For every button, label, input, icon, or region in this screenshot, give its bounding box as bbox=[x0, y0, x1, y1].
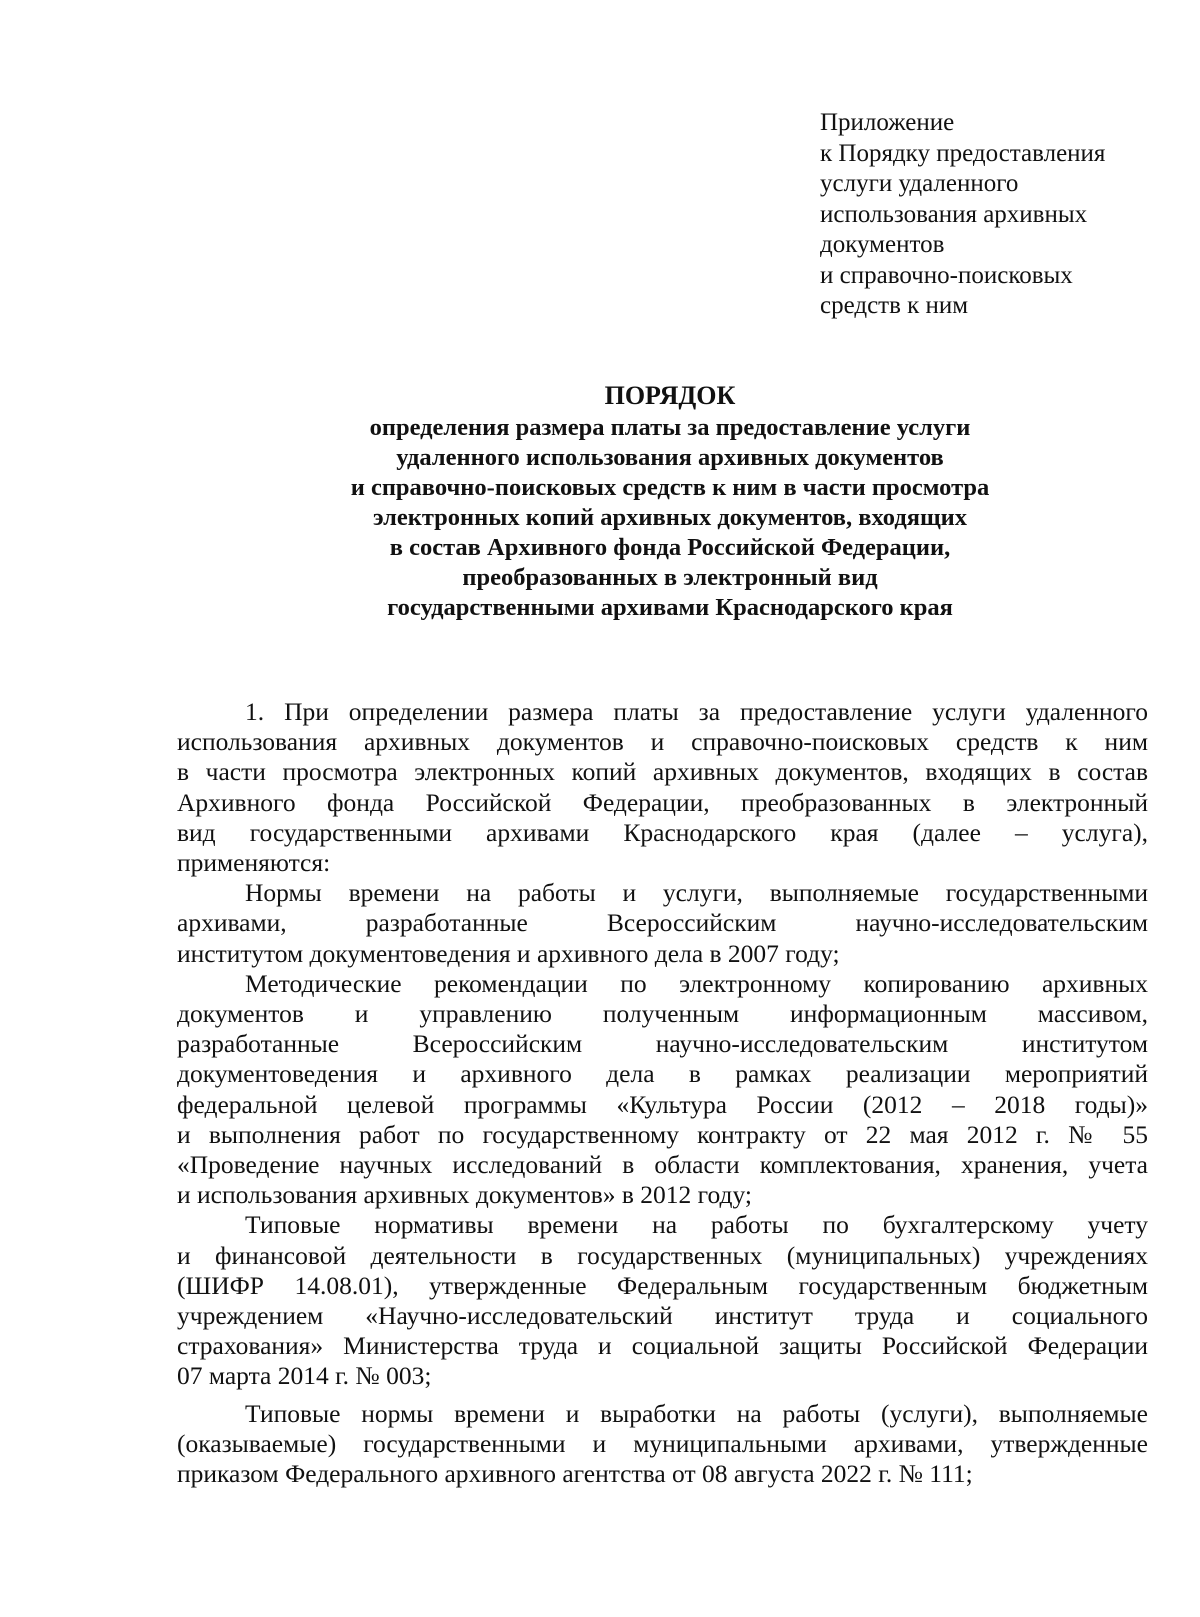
document-heading bbox=[160, 380, 1180, 623]
subtitle-line: преобразованных в электронный вид bbox=[462, 564, 878, 591]
appendix-line: и справочно-поисковых bbox=[820, 261, 1073, 289]
text-line: Нормы времени на работы и услуги, выполняемые государственными bbox=[245, 878, 1148, 908]
text-line: в части просмотра электронных копий архивных документов, входящих в состав bbox=[177, 757, 1148, 787]
subtitle-line: государственными архивами Краснодарского края bbox=[387, 594, 953, 621]
text-line: (ШИФР 14.08.01), утвержденные Федеральным государственным бюджетным bbox=[177, 1270, 1148, 1300]
text-line: институтом документоведения и архивного дела в 2007 году; bbox=[177, 938, 840, 968]
text-line: учреждением «Научно-исследовательский институт труда и социального bbox=[177, 1301, 1148, 1331]
paragraph-4 bbox=[177, 1210, 1148, 1391]
paragraph-5 bbox=[177, 1399, 1148, 1490]
subtitle-line: определения размера платы за предоставление услуги bbox=[369, 414, 971, 441]
document-subtitle bbox=[160, 413, 1180, 623]
text-line: разработанные Всероссийским научно-исследовательским институтом bbox=[177, 1029, 1148, 1059]
subtitle-line: и справочно-поисковых средств к ним в части просмотра bbox=[350, 474, 990, 501]
paragraph-1 bbox=[177, 697, 1148, 878]
text-line: 1. При определении размера платы за предоставление услуги удаленного bbox=[245, 697, 1148, 726]
subtitle-line: удаленного использования архивных документов bbox=[396, 444, 944, 471]
text-line: вид государственными архивами Краснодарского края (далее – услуга), bbox=[177, 817, 1148, 847]
text-line: (оказываемые) государственными и муниципальными архивами, утвержденные bbox=[177, 1428, 1148, 1458]
appendix-line: Приложение bbox=[820, 109, 955, 136]
subtitle-line: электронных копий архивных документов, входящих bbox=[372, 504, 968, 531]
text-line: документов и управлению полученным информационным массивом, bbox=[177, 999, 1148, 1029]
subtitle-line: в состав Архивного фонда Российской Федерации, bbox=[389, 534, 951, 561]
paragraph-2 bbox=[177, 878, 1148, 969]
appendix-line: использования архивных bbox=[820, 200, 1088, 228]
text-line: федеральной целевой программы «Культура России (2012 – 2018 годы)» bbox=[177, 1089, 1148, 1119]
text-line: и использования архивных документов» в 2012 году; bbox=[177, 1180, 752, 1210]
text-line: Архивного фонда Российской Федерации, преобразованных в электронный bbox=[177, 787, 1148, 817]
text-line: Типовые нормативы времени на работы по бухгалтерскому учету bbox=[245, 1210, 1148, 1240]
document-title: ПОРЯДОК bbox=[604, 381, 736, 410]
appendix-line: средств к ним bbox=[820, 292, 969, 319]
text-line: применяются: bbox=[177, 848, 331, 878]
appendix-note bbox=[820, 108, 1160, 322]
text-line: приказом Федерального архивного агентства от 08 августа 2022 г. № 111; bbox=[177, 1459, 973, 1489]
text-line: «Проведение научных исследований в области комплектования, хранения, учета bbox=[177, 1150, 1148, 1180]
document-body bbox=[177, 697, 1148, 1489]
text-line: и выполнения работ по государственному контракту от 22 мая 2012 г. № 55 bbox=[177, 1119, 1148, 1149]
text-line: Методические рекомендации по электронному копированию архивных bbox=[245, 968, 1148, 998]
text-line: документоведения и архивного дела в рамках реализации мероприятий bbox=[177, 1059, 1148, 1089]
appendix-line: к Порядку предоставления bbox=[820, 139, 1106, 167]
text-line: 07 марта 2014 г. № 003; bbox=[177, 1361, 432, 1391]
text-line: использования архивных документов и справочно-поисковых средств к ним bbox=[177, 727, 1148, 757]
appendix-line: документов bbox=[820, 231, 945, 258]
text-line: архивами, разработанные Всероссийским научно-исследовательским bbox=[177, 908, 1148, 938]
appendix-line: услуги удаленного bbox=[820, 170, 1019, 197]
paragraph-3 bbox=[177, 969, 1148, 1211]
text-line: Типовые нормы времени и выработки на работы (услуги), выполняемые bbox=[245, 1398, 1148, 1428]
text-line: и финансовой деятельности в государственных (муниципальных) учреждениях bbox=[177, 1240, 1148, 1270]
text-line: страхования» Министерства труда и социальной защиты Российской Федерации bbox=[177, 1331, 1148, 1361]
